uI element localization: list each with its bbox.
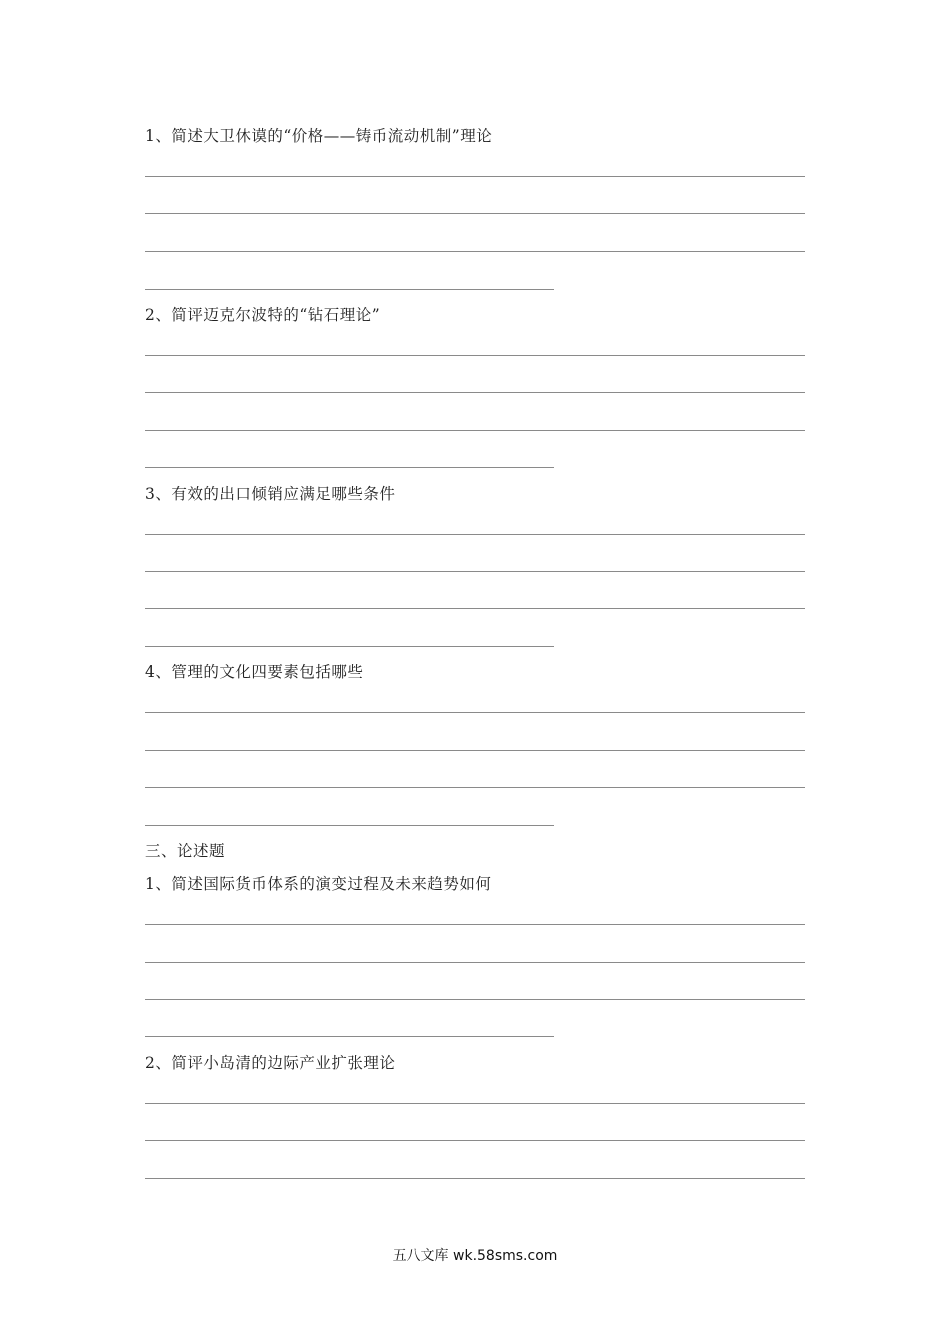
answer-line [145,213,805,214]
answer-line [145,608,805,609]
answer-line [145,392,805,393]
footer-watermark: 五八文库 wk.58sms.com [392,1248,558,1264]
answer-line-short [145,467,554,468]
section-title: 三、论述题 [145,842,226,860]
answer-line-short [145,646,554,647]
answer-line [145,571,805,572]
answer-line-short [145,289,554,290]
question-2: 2、简评迈克尔波特的“钻石理论” [145,306,381,324]
answer-line [145,430,805,431]
answer-line-short [145,1036,554,1037]
essay-question-2: 2、简评小岛清的边际产业扩张理论 [145,1054,396,1072]
answer-line [145,355,805,356]
answer-line-short [145,825,554,826]
answer-line [145,712,805,713]
essay-question-1: 1、简述国际货币体系的演变过程及未来趋势如何 [145,875,492,893]
answer-line [145,750,805,751]
question-1: 1、简述大卫休谟的“价格——铸币流动机制”理论 [145,127,493,145]
answer-line [145,1178,805,1179]
answer-line [145,787,805,788]
answer-line [145,1140,805,1141]
answer-line [145,962,805,963]
answer-line [145,534,805,535]
answer-line [145,999,805,1000]
answer-line [145,176,805,177]
answer-line [145,924,805,925]
answer-line [145,1103,805,1104]
question-4: 4、管理的文化四要素包括哪些 [145,663,364,681]
answer-line [145,251,805,252]
question-3: 3、有效的出口倾销应满足哪些条件 [145,485,396,503]
